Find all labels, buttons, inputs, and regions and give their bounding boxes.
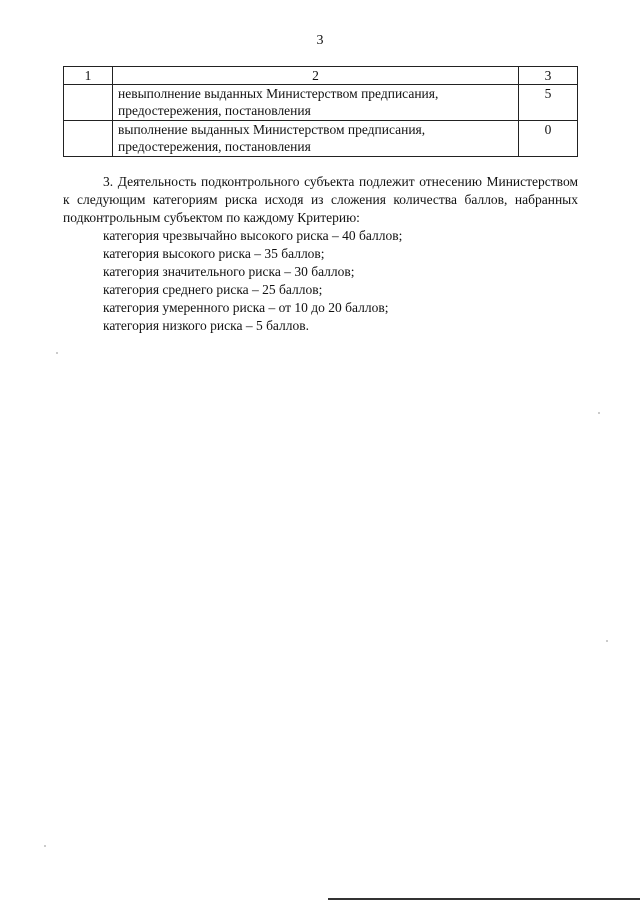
table-cell-number [64, 121, 113, 157]
table-cell-criterion: невыполнение выданных Министерством предписания, предостережения, постановления [113, 85, 519, 121]
risk-category-item: категория чрезвычайно высокого риска – 40 баллов; [103, 228, 403, 243]
section-intro-paragraph: 3. Деятельность подконтрольного субъекта подлежит отнесению Министерством к следующим категориям риска исходя из сложения количества баллов, набранных подконтрольным субъектом по каждому Критерию: [63, 174, 578, 225]
scan-artifact [606, 640, 608, 642]
footer-rule [328, 898, 640, 900]
risk-category-item: категория среднего риска – 25 баллов; [103, 282, 323, 297]
risk-category-item: категория значительного риска – 30 баллов; [103, 264, 355, 279]
table-header-cell: 1 [64, 67, 113, 85]
risk-category-section [63, 173, 578, 335]
risk-category-item: категория умеренного риска – от 10 до 20 баллов; [103, 300, 389, 315]
scan-artifact [56, 352, 58, 354]
table-cell-criterion: выполнение выданных Министерством предписания, предостережения, постановления [113, 121, 519, 157]
table-row [64, 121, 578, 157]
table-cell-number [64, 85, 113, 121]
risk-category-item: категория высокого риска – 35 баллов; [103, 246, 325, 261]
table-row [64, 85, 578, 121]
risk-category-item: категория низкого риска – 5 баллов. [103, 318, 310, 333]
table-cell-score: 0 [519, 121, 578, 157]
criteria-table [63, 66, 578, 157]
table-header-cell: 3 [519, 67, 578, 85]
table-header-row [64, 67, 578, 85]
scan-artifact [44, 845, 46, 847]
table-cell-score: 5 [519, 85, 578, 121]
page-number: 3 [316, 33, 324, 48]
table-header-cell: 2 [113, 67, 519, 85]
risk-category-list [63, 227, 578, 335]
scan-artifact [598, 412, 600, 414]
